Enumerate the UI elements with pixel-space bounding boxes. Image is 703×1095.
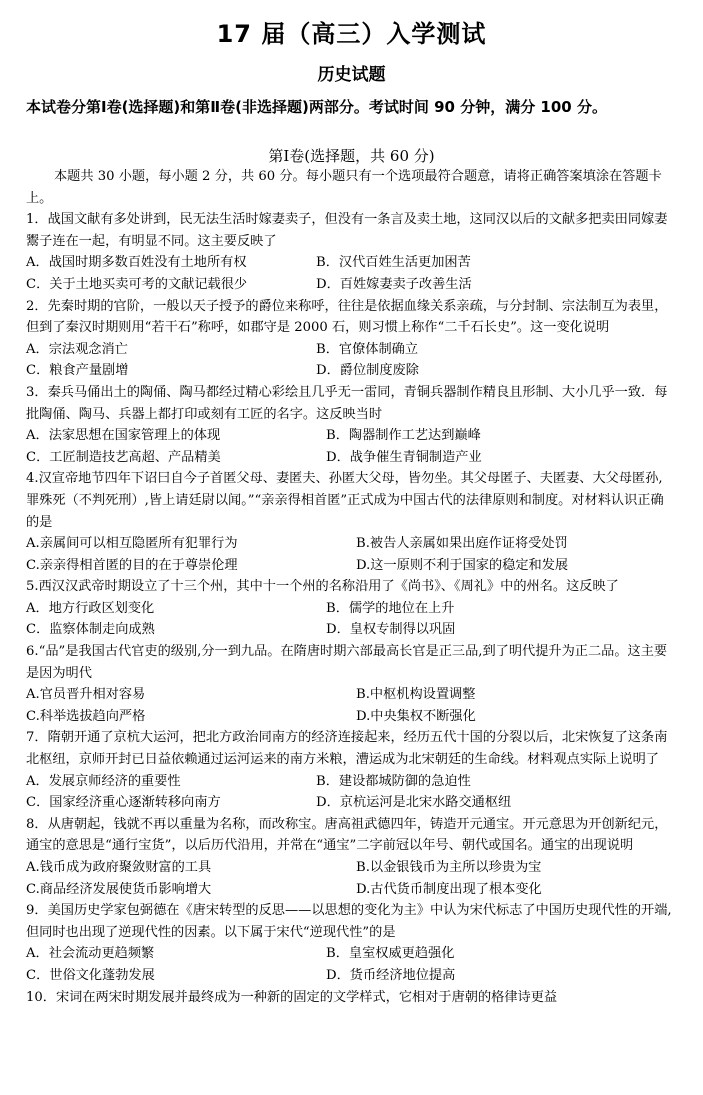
question-stem: 4.汉宣帝地节四年下诏曰自今子首匿父母、妻匿夫、孙匿大父母，皆勿坐。其父母匿子、夫匿妻、大父母匿孙,罪殊死（不判死刑）,皆上请廷尉以闻。”“亲亲得相首匿”正式成为中国古代的法律原则和制度。对材料认识正确的是	[26, 471, 664, 530]
question-9	[26, 900, 672, 986]
option-b: B．陶器制作工艺达到巅峰	[326, 428, 481, 444]
option-a: A．地方行政区划变化	[26, 600, 155, 616]
option-c: C.科举选拔趋向严格	[26, 708, 146, 724]
option-d: D．百姓嫁妻卖子改善生活	[316, 276, 472, 292]
option-a: A．宗法观念消亡	[26, 341, 128, 357]
option-c: C．关于土地买卖可考的文献记载很少	[26, 276, 248, 292]
option-grid	[26, 252, 672, 295]
question-stem: 3．秦兵马俑出土的陶俑、陶马都经过精心彩绘且几乎无一雷同，青铜兵器制作精良且形制、大小几乎一致．每批陶俑、陶马、兵器上都打印或刻有工匠的名字。这反映当时	[26, 384, 668, 422]
question-7	[26, 727, 672, 813]
option-b: B.被告人亲属如果出庭作证将受处罚	[356, 536, 568, 552]
option-b: B．皇室权威更趋强化	[326, 946, 455, 962]
section-instruction: 本题共 30 小题，每小题 2 分，共 60 分。每小题只有一个选项最符合题意，请将正确答案填涂在答题卡上。	[26, 169, 662, 206]
question-stem: 10．宋词在两宋时期发展并最终成为一种新的固定的文学样式，它相对于唐朝的格律诗更益	[26, 989, 558, 1005]
question-8	[26, 814, 672, 900]
question-stem: 6.“品”是我国古代官吏的级别,分一到九品。在隋唐时期六部最高长官是正三品,到了明代提升为正二品。这主要是因为明代	[26, 644, 668, 681]
option-c: C．监察体制走向成熟	[26, 622, 155, 638]
option-b: B.以金银钱币为主所以珍贵为宝	[356, 860, 542, 875]
option-b: B．儒学的地位在上升	[326, 600, 455, 616]
option-grid	[26, 339, 672, 382]
option-grid	[26, 943, 672, 986]
question-5	[26, 576, 672, 641]
exam-title: 17 届（高三）入学测试	[216, 20, 487, 48]
option-c: C．世俗文化蓬勃发展	[26, 967, 155, 983]
question-stem: 1．战国文献有多处讲到，民无法生活时嫁妻卖子，但没有一条言及卖土地，这同汉以后的文献多把卖田同嫁妻鬻子连在一起，有明显不同。这主要反映了	[26, 212, 668, 249]
question-stem: 7．隋朝开通了京杭大运河，把北方政治同南方的经济连接起来，经历五代十国的分裂以后，北宋恢复了这条南北枢纽，京师开封已日益依赖通过运河运来的南方米粮，漕运成为北宋朝廷的生命线。材料观点实际上说明了	[26, 730, 668, 768]
option-b: B．汉代百姓生活更加困苦	[316, 255, 471, 271]
option-a: A.亲属间可以相互隐匿所有犯罪行为	[26, 536, 238, 552]
option-grid	[26, 684, 672, 727]
question-6	[26, 641, 672, 727]
option-a: A．战国时期多数百姓没有土地所有权	[26, 255, 247, 271]
option-d: D.中央集权不断强化	[356, 708, 476, 724]
option-d: D．京杭运河是北宋水路交通枢纽	[316, 795, 512, 811]
section-title: 第Ⅰ卷(选择题，共 60 分)	[268, 147, 435, 165]
question-10	[26, 987, 672, 1009]
question-body	[26, 166, 672, 1008]
question-3	[26, 382, 672, 468]
option-grid	[26, 425, 672, 468]
question-2	[26, 296, 672, 382]
option-c: C.商品经济发展使货币影响增大	[26, 881, 212, 897]
question-4	[26, 468, 672, 576]
question-stem: 2．先秦时期的官阶，一般以天子授予的爵位来称呼，往往是依据血缘关系亲疏，与分封制、宗法制互为表里，但到了秦汉时期则用“若干石”称呼，如郡守是 2000 石，则习惯上称作“二千石长史”。这一变化说明	[26, 298, 668, 336]
exam-intro: 本试卷分第Ⅰ卷(选择题)和第Ⅱ卷(非选择题)两部分。考试时间 90 分钟，满分 100 分。	[26, 98, 607, 116]
question-1	[26, 209, 672, 295]
option-a: A.钱币成为政府聚敛财富的工具	[26, 860, 212, 875]
question-stem: 8．从唐朝起，钱就不再以重量为名称，而改称宝。唐高祖武德四年，铸造开元通宝。开元意思为开创新纪元，通宝的意思是“通行宝货”，以后历代沿用，并常在“通宝”二字前冠以年号、朝代或国名。通宝的出现说明	[26, 816, 668, 854]
exam-subtitle: 历史试题	[317, 65, 386, 85]
option-c: C．粮食产量剧增	[26, 363, 129, 379]
option-b: B．官僚体制确立	[316, 341, 419, 357]
option-b: B．建设都城防御的急迫性	[316, 773, 471, 789]
option-c: C．国家经济重心逐渐转移向南方	[26, 795, 221, 811]
option-grid	[26, 771, 672, 814]
option-a: A.官员晋升相对容易	[26, 687, 146, 703]
option-d: D．货币经济地位提高	[326, 967, 456, 983]
option-d: D.古代货币制度出现了根本变化	[356, 881, 542, 897]
option-a: A．社会流动更趋频繁	[26, 946, 155, 962]
option-grid	[26, 533, 672, 576]
option-d: D．皇权专制得以巩固	[326, 622, 456, 638]
option-grid	[26, 857, 672, 900]
option-d: D．爵位制度废除	[316, 363, 419, 379]
question-stem: 5.西汉汉武帝时期设立了十三个州，其中十一个州的名称沿用了《尚书》、《周礼》中的州名。这反映了	[26, 579, 619, 595]
question-stem: 9．美国历史学家包弼德在《唐宋转型的反思——以思想的变化为主》中认为宋代标志了中国历史现代性的开端,但同时也出现了逆现代性的因素。以下属于宋代“逆现代性”的是	[26, 903, 672, 940]
option-a: A．发展京师经济的重要性	[26, 773, 181, 789]
option-c: C.亲亲得相首匿的目的在于尊崇伦理	[26, 557, 238, 573]
option-c: C．工匠制造技艺高超、产品精美	[26, 449, 221, 465]
option-b: B.中枢机构设置调整	[356, 687, 476, 703]
option-grid	[26, 598, 672, 641]
option-a: A．法家思想在国家管理上的体现	[26, 428, 221, 444]
option-d: D．战争催生青铜制造产业	[326, 449, 482, 465]
option-d: D.这一原则不利于国家的稳定和发展	[356, 557, 569, 573]
